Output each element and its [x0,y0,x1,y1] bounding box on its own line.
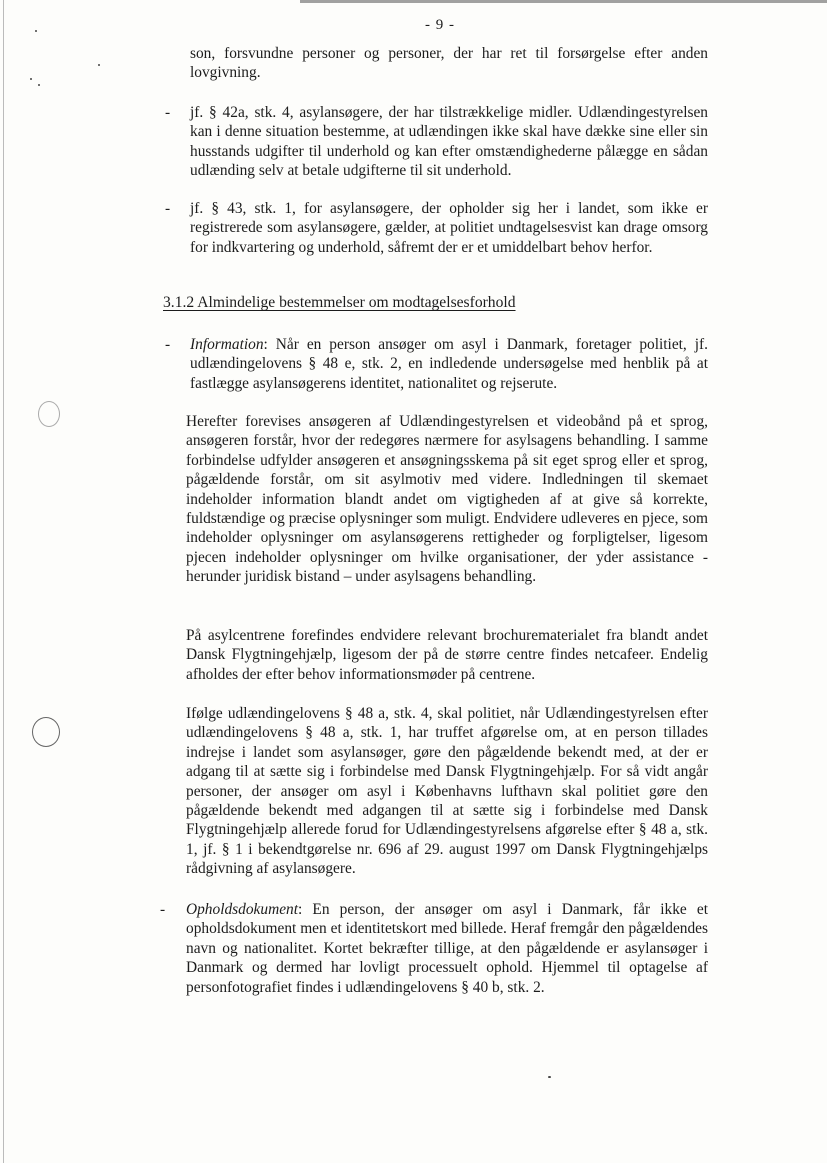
scan-speck [35,30,37,32]
bullet-marker: - [165,200,171,217]
bullet-item-43: jf. § 43, stk. 1, for asylansøgere, der opholder sig her i landet, som ikke er registrerede som asylansøgere, gælder, at politiet undtagelsesvist kan drage omsorg for indkvartering og underhold, såfremt der er et umiddelbart behov herfor. [190,200,708,256]
section-heading: 3.1.2 Almindelige bestemmelser om modtagelsesforhold [163,294,516,311]
bullet-item-opholdsdokument-text: : En person, der ansøger om asyl i Danmark, får ikke et opholdsdokument men et identitetskort med billede. Heraf fremgår den pågældendes navn og nationalitet. Kortet bekræfter tillige, at den pågældende er asylansøger i Danmark og dermed har lovligt processuelt ophold. Hjemmel til optagelse af personfotografiet findes i udlændingelovens § 40 b, stk. 2. [186,901,708,996]
bullet-item-information [190,335,708,393]
scan-left-edge [3,0,4,1163]
scan-speck [38,84,40,86]
scan-speck [30,78,32,80]
bullet-item-information-text: : Når en person ansøger om asyl i Danmark, foretager politiet, jf. udlændingelovens § 48 e, stk. 2, en indledende undersøgelse med henblik på at fastlægge asylansøgerens identitet, nationalitet og rejserute. [190,336,708,392]
bullet-marker: - [165,104,171,121]
scan-speck [548,1076,551,1078]
scan-speck [98,64,100,66]
bullet-marker: - [165,336,171,353]
term-opholdsdokument: Opholdsdokument [186,901,298,918]
bullet-marker: - [160,901,166,918]
punch-hole-mark [32,717,60,747]
paragraph-video-info: Herefter forevises ansøgeren af Udlændingestyrelsen et videobånd på et sprog, ansøgeren forstår, hvor der redegøres nærmere for asylsagens behandling. I samme forbindelse udfylder ansøgeren et ansøgningsskema på sit eget sprog eller et sprog, pågældende forstår, om sit asylmotiv med videre. Indledningen til skemaet indeholder information blandt andet om vigtigheden af at give så korrekte, fuldstændige og præcise oplysninger som muligt. Endvidere udleveres en pjece, som indeholder oplysninger om asylansøgerens rettigheder og forpligtelser, ligesom pjecen indeholder oplysninger om hvilke organisationer, der yder assistance - herunder juridisk bistand – under asylsagens behandling. [186,413,708,586]
punch-hole-mark [38,401,60,427]
term-information: Information [190,336,264,353]
bullet-item-42a: jf. § 42a, stk. 4, asylansøgere, der har tilstrækkelige midler. Udlændingestyrelsen kan i denne situation bestemme, at udlændingen ikke skal have dække sine eller sin husstands udgifter til underhold og kan efter omstændighederne pålægge en sådan udlænding selv at betale udgifterne til sit underhold. [190,104,708,180]
paragraph-continuation: son, forsvundne personer og personer, der har ret til forsørgelse efter anden lovgivning. [190,45,708,82]
paragraph-48a: Ifølge udlændingelovens § 48 a, stk. 4, skal politiet, når Udlændingestyrelsen efter udlændingelovens § 48 a, stk. 1, har truffet afgørelse om, at en person tillades indrejse i landet som asylansøger, gøre den pågældende bekendt med, at der er adgang til at sætte sig i forbindelse med Dansk Flygtningehjælp. For så vidt angår personer, der ansøger om asyl i Københavns lufthavn skal politiet gøre den pågældende bekendt med adgangen til at sætte sig i forbindelse med Dansk Flygtningehjælp allerede forud for Udlændingestyrelsens afgørelse efter § 48 a, stk. 1, jf. § 1 i bekendtgørelse nr. 696 af 29. august 1997 om Dansk Flygtningehjælps rådgivning af asylansøgere. [186,705,708,878]
paragraph-brochures: På asylcentrene forefindes endvidere relevant brochurematerialet fra blandt andet Dansk Flygtningehjælp, ligesom der på de større centre findes netcafeer. Endelig afholdes der efter behov informationsmøder på centrene. [186,627,708,683]
bullet-item-opholdsdokument [186,900,708,997]
scan-top-edge [300,0,827,3]
page-number: - 9 - [425,17,455,33]
